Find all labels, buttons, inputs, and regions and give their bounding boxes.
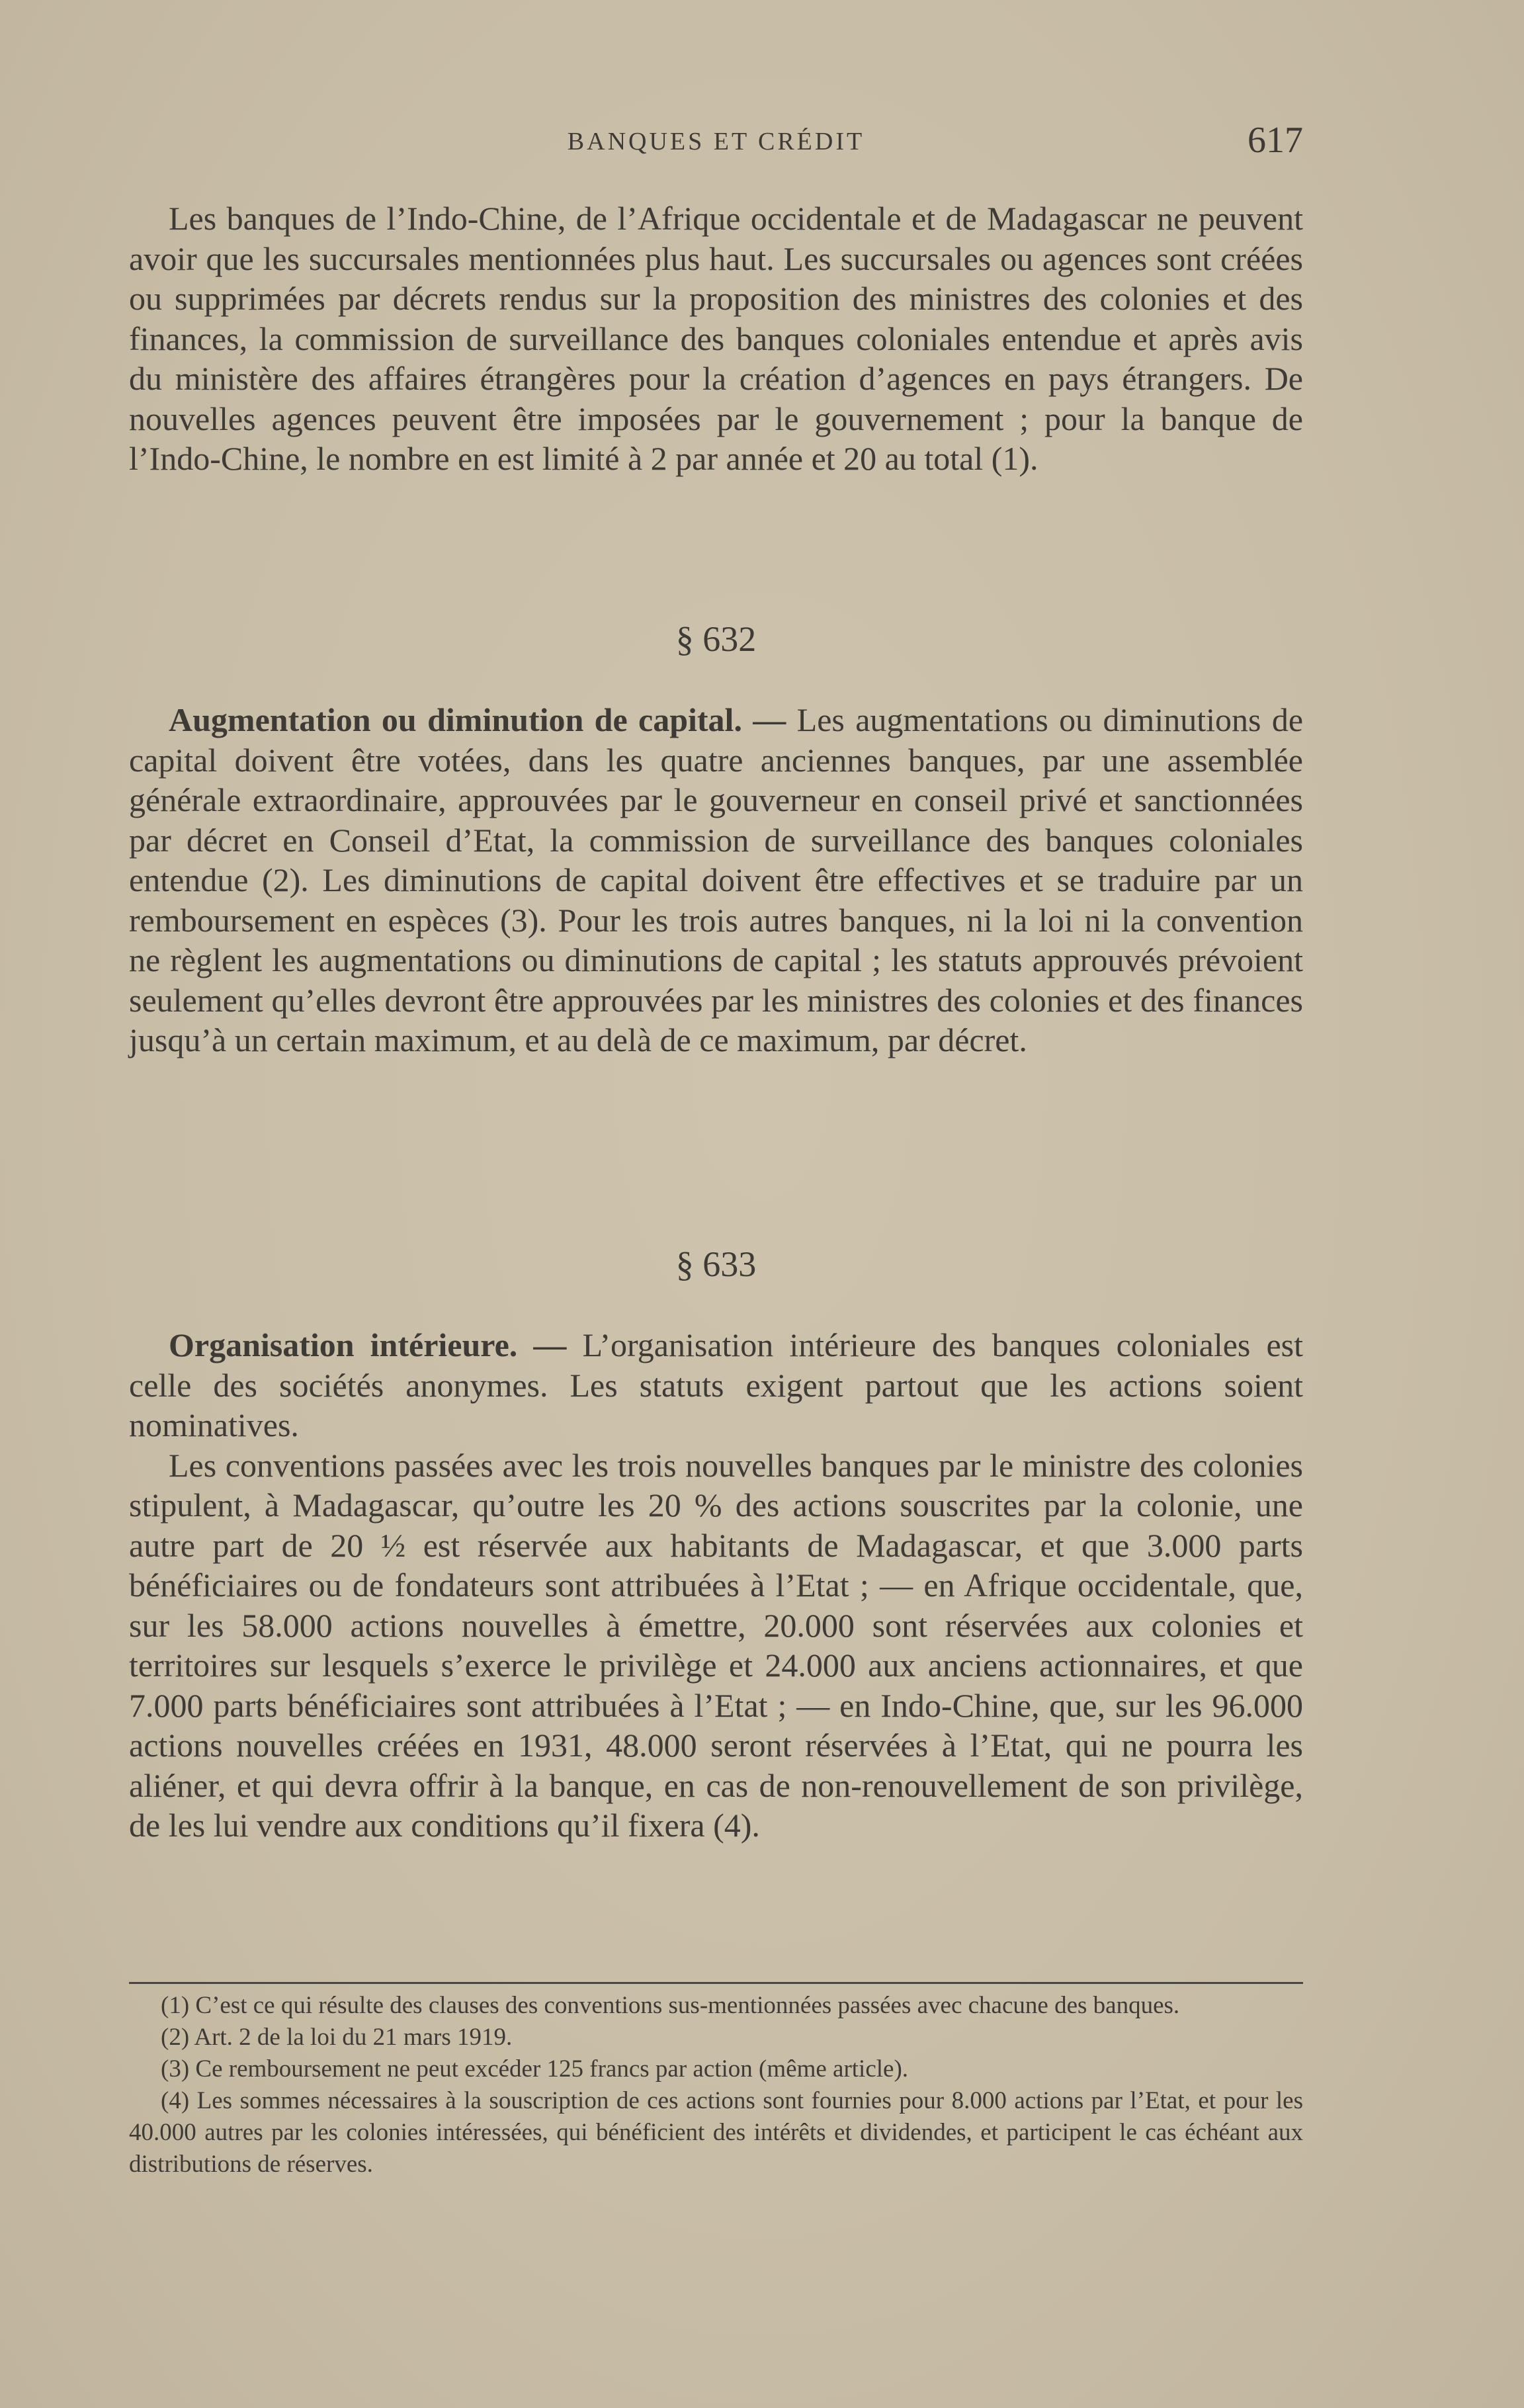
footnote-rule bbox=[129, 1982, 1303, 1984]
section-633-text: L’organisation intérieure des banques coloniales est celle des sociétés anonymes. Les statuts exigent partout que les actions soient nominatives. bbox=[129, 1326, 1303, 1443]
section-633-paragraph-2: Les conventions passées avec les trois nouvelles banques par le ministre des colonies stipulent, à Madagascar, qu’outre les 20 % des actions souscrites par la colonie, une autre part de 20 ½ est réservée aux habitants de Madagascar, et que 3.000 parts bénéficiaires ou de fondateurs sont attribuées à l’Etat ; — en Afrique occidentale, que, sur les 58.000 actions nouvelles à émettre, 20.000 sont réservées aux colonies et territoires sur lesquels s’exerce le privilège et 24.000 aux anciens actionnaires, et que 7.000 parts bénéficiaires sont attribuées à l’Etat ; — en Indo-Chine, que, sur les 96.000 actions nouvelles créées en 1931, 48.000 seront réservées à l’Etat, qui ne pourra les aliéner, et qui devra offrir à la banque, en cas de non-renouvellement de son privilège, de les lui vendre aux conditions qu’il fixera (4). bbox=[129, 1446, 1303, 1844]
section-633-mark: § 633 bbox=[675, 1244, 757, 1284]
section-633 bbox=[129, 1325, 1303, 1846]
footnote-4: (4) Les sommes nécessaires à la souscription de ces actions sont fournies pour 8.000 actions par l’Etat, et pour les 40.000 autres par les colonies intéressées, qui bénéficient des intérêts et dividendes, et participent le cas échéant aux distributions de réserves. bbox=[129, 2087, 1303, 2178]
section-633-paragraph-1 bbox=[129, 1325, 1303, 1445]
footnotes bbox=[129, 1990, 1303, 2180]
running-head: BANQUES ET CRÉDIT bbox=[567, 128, 865, 155]
footnote-3: (3) Ce remboursement ne peut excéder 125 francs par action (même article). bbox=[161, 2055, 909, 2083]
section-632-mark-block bbox=[129, 619, 1303, 660]
page-header bbox=[129, 119, 1303, 165]
section-633-mark-block bbox=[129, 1244, 1303, 1285]
intro-paragraph: Les banques de l’Indo-Chine, de l’Afrique occidentale et de Madagascar ne peuvent avoir que les succursales mentionnées plus haut. Les succursales ou agences sont créées ou supprimées par décrets rendus sur la proposition des ministres des colonies et des finances, la commission de surveillance des banques coloniales entendue et après avis du ministère des affaires étrangères pour la création d’agences en pays étrangers. De nouvelles agences peuvent être imposées par le gouvernement ; pour la banque de l’Indo-Chine, le nombre en est limité à 2 par année et 20 au total (1). bbox=[129, 200, 1303, 477]
section-633-title: Organisation intérieure. — bbox=[169, 1326, 567, 1363]
page-number: 617 bbox=[1248, 120, 1303, 161]
section-632-paragraph bbox=[129, 700, 1303, 1060]
section-632-text: Les augmentations ou diminutions de capital doivent être votées, dans les quatre anciennes banques, par une assemblée générale extraordinaire, approuvées par le gouverneur en conseil privé et sanctionnées par décret en Conseil d’Etat, la commission de surveillance des banques coloniales entendue (2). Les diminutions de capital doivent être effectives et se traduire par un remboursement en espèces (3). Pour les trois autres banques, ni la loi ni la convention ne règlent les augmentations ou diminutions de capital ; les statuts approuvés prévoient seulement qu’elles devront être approuvées par les ministres des colonies et des finances jusqu’à un certain maximum, et au delà de ce maximum, par décret. bbox=[129, 701, 1304, 1058]
section-632 bbox=[129, 700, 1303, 1060]
section-632-title: Augmentation ou diminution de capital. — bbox=[169, 701, 786, 738]
footnote-1: (1) C’est ce qui résulte des clauses des conventions sus-mentionnées passées avec chacune des banques. bbox=[161, 1992, 1180, 2019]
intro-block bbox=[129, 198, 1303, 479]
section-632-mark: § 632 bbox=[675, 619, 757, 659]
footnote-2: (2) Art. 2 de la loi du 21 mars 1919. bbox=[161, 2024, 513, 2051]
